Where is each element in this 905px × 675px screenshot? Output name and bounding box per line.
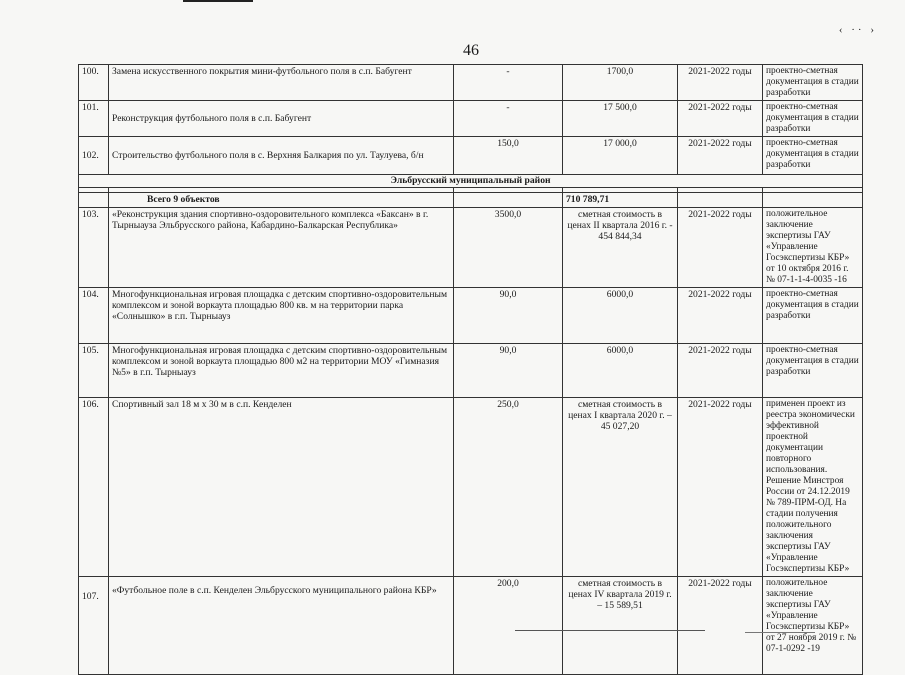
total-label: Всего 9 объектов <box>109 193 454 208</box>
object-name: Замена искусственного покрытия мини-футбольного поля в с.п. Бабугент <box>109 65 454 101</box>
object-area: 250,0 <box>454 398 563 577</box>
object-status: проектно-сметная документация в стадии разработки <box>763 101 863 137</box>
object-cost: 17 500,0 <box>563 101 678 137</box>
object-cost: 6000,0 <box>563 344 678 398</box>
object-name: Многофункциональная игровая площадка с детским спортивно-оздоровительным комплексом и зоной воркаута площадью 800 м2 на территории МОУ «Гимназия №5» в г.п. Тырныауз <box>109 344 454 398</box>
object-status: положительное заключение экспертизы ГАУ «Управление Госэкспертизы КБР» от 10 октября 2016 г. № 07-1-1-4-0035 -16 <box>763 208 863 288</box>
row-number: 102. <box>79 137 109 175</box>
scan-artifact-line <box>183 0 253 2</box>
table-row <box>79 65 863 101</box>
object-area: - <box>454 101 563 137</box>
object-cost: 1700,0 <box>563 65 678 101</box>
object-status: применен проект из реестра экономически эффективной проектной документации повторного использования. Решение Минстроя России от 24.12.2019 № 789-ПРМ-ОД. На стадии получения положительного заключения экспертизы ГАУ «Управление Госэкспертизы КБР» <box>763 398 863 577</box>
object-area: - <box>454 65 563 101</box>
section-title: Эльбрусский муниципальный район <box>79 175 863 188</box>
scan-artifact-line <box>515 630 705 631</box>
object-years: 2021-2022 годы <box>678 288 763 344</box>
object-status: положительное заключение экспертизы ГАУ «Управление Госэкспертизы КБР» от 27 ноября 2019 г. № 07-1-0292 -19 <box>763 577 863 675</box>
object-years: 2021-2022 годы <box>678 65 763 101</box>
object-cost: 6000,0 <box>563 288 678 344</box>
object-cost: сметная стоимость в ценах II квартала 2016 г. - 454 844,34 <box>563 208 678 288</box>
table-row <box>79 137 863 175</box>
table-row <box>79 577 863 675</box>
row-number: 104. <box>79 288 109 344</box>
object-area: 90,0 <box>454 288 563 344</box>
object-years: 2021-2022 годы <box>678 577 763 675</box>
object-cost: 17 000,0 <box>563 137 678 175</box>
row-number: 101. <box>79 101 109 137</box>
object-status: проектно-сметная документация в стадии разработки <box>763 344 863 398</box>
object-cost: сметная стоимость в ценах IV квартала 2019 г. – 15 589,51 <box>563 577 678 675</box>
object-area: 90,0 <box>454 344 563 398</box>
object-area: 150,0 <box>454 137 563 175</box>
total-sum: 710 789,71 <box>563 193 678 208</box>
object-name: «Реконструкция здания спортивно-оздоровительного комплекса «Баксан» в г. Тырныауза Эльбрусского района, Кабардино-Балкарская Республика» <box>109 208 454 288</box>
section-header-row <box>79 175 863 188</box>
object-years: 2021-2022 годы <box>678 137 763 175</box>
row-number: 106. <box>79 398 109 577</box>
object-name: Реконструкция футбольного поля в с.п. Бабугент <box>109 101 454 137</box>
object-name: «Футбольное поле в с.п. Кенделен Эльбрусского муниципального района КБР» <box>109 577 454 675</box>
object-name: Спортивный зал 18 м х 30 м в с.п. Кенделен <box>109 398 454 577</box>
row-number: 100. <box>79 65 109 101</box>
objects-table <box>78 64 863 675</box>
object-years: 2021-2022 годы <box>678 398 763 577</box>
object-status: проектно-сметная документация в стадии разработки <box>763 288 863 344</box>
row-number: 105. <box>79 344 109 398</box>
object-area: 200,0 <box>454 577 563 675</box>
object-cost: сметная стоимость в ценах I квартала 2020 г. – 45 027,20 <box>563 398 678 577</box>
object-status: проектно-сметная документация в стадии разработки <box>763 65 863 101</box>
table-row <box>79 398 863 577</box>
page-number: 46 <box>463 42 479 59</box>
object-status: проектно-сметная документация в стадии разработки <box>763 137 863 175</box>
table-row <box>79 101 863 137</box>
scan-artifact-line <box>745 632 815 633</box>
object-name: Строительство футбольного поля в с. Верхняя Балкария по ул. Таулуева, б/н <box>109 137 454 175</box>
table-row <box>79 288 863 344</box>
table-row <box>79 344 863 398</box>
object-years: 2021-2022 годы <box>678 344 763 398</box>
table-row <box>79 208 863 288</box>
row-number: 103. <box>79 208 109 288</box>
total-row <box>79 193 863 208</box>
row-number: 107. <box>79 577 109 675</box>
object-years: 2021-2022 годы <box>678 208 763 288</box>
object-name: Многофункциональная игровая площадка с детским спортивно-оздоровительным комплексом и зоной воркаута площадью 800 кв. м на территории парка «Солнышко» в г.п. Тырныауз <box>109 288 454 344</box>
object-area: 3500,0 <box>454 208 563 288</box>
object-years: 2021-2022 годы <box>678 101 763 137</box>
corner-marks: ‹ ·· › <box>838 24 877 36</box>
